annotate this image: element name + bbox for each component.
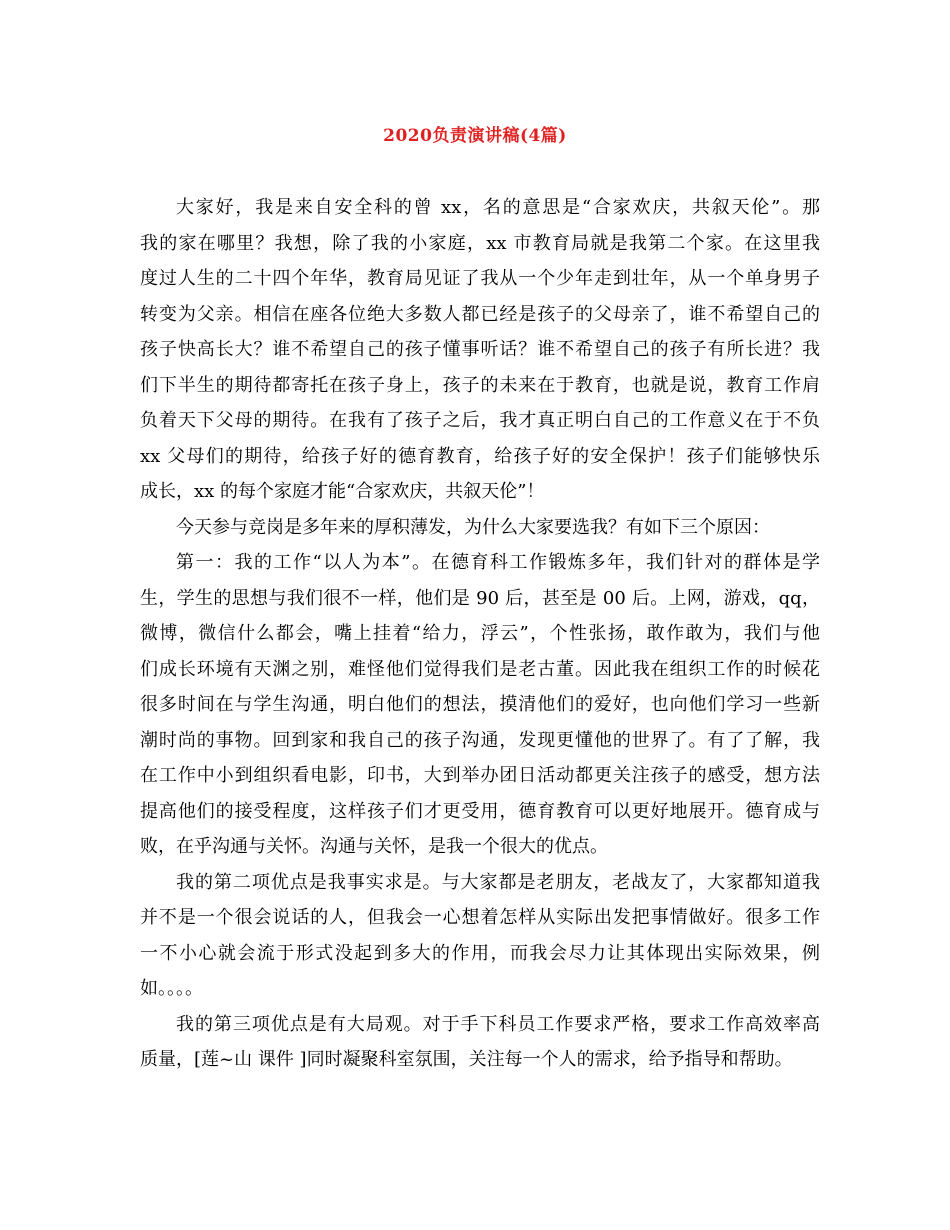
text-line: 潮时尚的事物。回到家和我自己的孩子沟通，发现更懂他的世界了。有了了解，我 (140, 729, 820, 751)
text-line: 并不是一个很会说话的人，但我会一心想着怎样从实际出发把事情做好。很多工作 (140, 907, 820, 928)
text-line: 负着天下父母的期待。在我有了孩子之后，我才真正明白自己的工作意义在于不负 (140, 410, 820, 431)
text-line: xx 父母们的期待，给孩子好的德育教育，给孩子好的安全保护！孩子们能够快乐 (140, 445, 820, 467)
text-line: 转变为父亲。相信在座各位绝大多数人都已经是孩子的父母亲了，谁不希望自己的 (140, 303, 820, 325)
text-line: 第一：我的工作“以人为本”。在德育科工作锻炼多年，我们针对的群体是学 (176, 552, 820, 573)
text-line: 一不小心就会流于形式没起到多大的作用，而我会尽力让其体现出实际效果，例 (140, 942, 820, 964)
document-body (140, 190, 820, 1078)
text-line: 们成长环境有天渊之别，难怪他们觉得我们是老古董。因此我在组织工作的时候花 (140, 658, 820, 680)
text-line: 我的第三项优点是有大局观。对于手下科员工作要求严格，要求工作高效率高 (176, 1013, 820, 1035)
text-line: 们下半生的期待都寄托在孩子身上，孩子的未来在于教育，也就是说，教育工作肩 (140, 374, 820, 396)
text-line: 在工作中小到组织看电影，印书，大到举办团日活动都更关注孩子的感受，想方法 (140, 765, 820, 786)
text-line: 微博，微信什么都会，嘴上挂着“给力，浮云”，个性张扬，敢作敢为，我们与他 (140, 623, 820, 644)
text-line: 如。。。。 (140, 978, 203, 999)
text-line: 孩子快高长大？谁不希望自己的孩子懂事听话？谁不希望自己的孩子有所长进？我 (140, 339, 820, 360)
text-line: 提高他们的接受程度，这样孩子们才更受用，德育教育可以更好地展开。德育成与 (140, 800, 820, 822)
text-line: 很多时间在与学生沟通，明白他们的想法，摸清他们的爱好，也向他们学习一些新 (140, 694, 820, 715)
text-line: 质量，[莲~山 课件 ]同时凝聚科室氛围，关注每一个人的需求，给予指导和帮助。 (140, 1049, 793, 1070)
text-line: 今天参与竞岗是多年来的厚积薄发，为什么大家要选我？有如下三个原因： (176, 516, 770, 538)
text-line: 成长，xx 的每个家庭才能“合家欢庆，共叙天伦”！ (140, 481, 545, 502)
text-line: 大家好，我是来自安全科的曾 xx，名的意思是“合家欢庆，共叙天伦”。那 (176, 197, 820, 218)
text-line: 生，学生的思想与我们很不一样，他们是 90 后，甚至是 00 后。上网，游戏，qq， (140, 587, 820, 609)
text-line: 我的家在哪里？我想，除了我的小家庭，xx 市教育局就是我第二个家。在这里我 (140, 232, 820, 254)
text-line: 度过人生的二十四个年华，教育局见证了我从一个少年走到壮年，从一个单身男子 (140, 268, 820, 289)
document-title: 2020负责演讲稿(4篇) (383, 126, 567, 146)
text-line: 我的第二项优点是我事实求是。与大家都是老朋友，老战友了，大家都知道我 (176, 871, 820, 893)
text-line: 败，在乎沟通与关怀。沟通与关怀，是我一个很大的优点。 (140, 836, 608, 857)
